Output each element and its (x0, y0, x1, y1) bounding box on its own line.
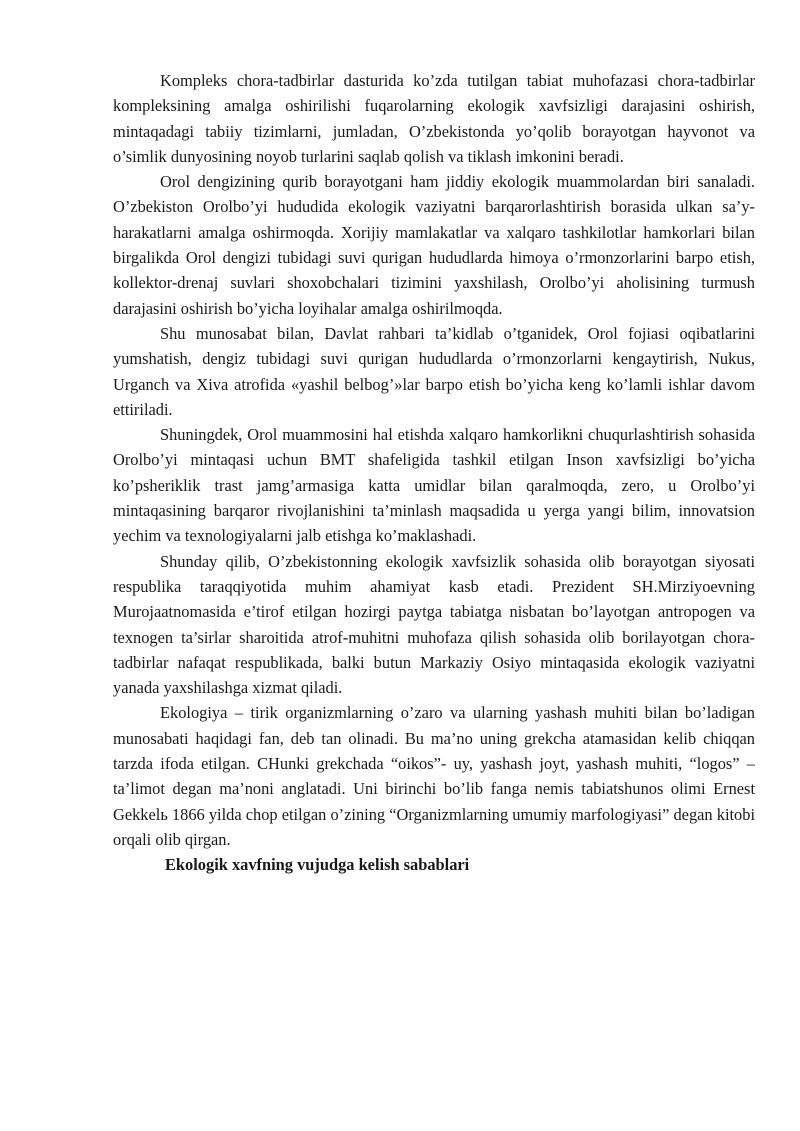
paragraph-3: Shu munosabat bilan, Davlat rahbari ta’kidlab o’tganidek, Orol fojiasi oqibatlarini yumshatish, dengiz tubidagi suvi qurigan hududlarda o’rmonzorlarni kengaytirish, Nukus, Urganch va Xiva atrofida «yashil belbog’»lar barpo etish bo’yicha keng ko’lamli ishlar davom ettiriladi. (113, 323, 755, 419)
paragraph-2: Orol dengizining qurib borayotgani ham jiddiy ekologik muammolardan biri sanaladi. O’zbekiston Orolbo’yi hududida ekologik vaziyatni barqarorlashtirish borasida ulkan sa’y-harakatlarni amalga oshirmoqda. Xorijiy mamlakatlar va xalqaro tashkilotlar hamkorlari bilan birgalikda Orol dengizi tubidagi suvi qurigan hududlarda himoya o’rmonzorlarini barpo etish, kollektor-drenaj suvlari shoxobchalari tizimini yaxshilash, Orolbo’yi aholisining turmush darajasini oshirish bo’yicha loyihalar amalga oshirilmoqda. (113, 172, 755, 318)
paragraph-5: Shunday qilib, O’zbekistonning ekologik xavfsizlik sohasida olib borayotgan siyosati respublika taraqqiyotida muhim ahamiyat kasb etadi. Prezident SH.Mirziyoevning Murojaatnomasida e’tirof etilgan hozirgi paytga tabiatga nisbatan bo’layotgan antropogen va texnogen ta’sirlar sharoitida atrof-muhitni muhofaza qilish sohasida olib borilayotgan chora-tadbirlar nafaqat respublikada, balki butun Markaziy Osiyo mintaqasida ekologik vaziyatni yanada yaxshilashga xizmat qiladi. (113, 551, 755, 698)
paragraph-6: Ekologiya – tirik organizmlarning o’zaro va ularning yashash muhiti bilan bo’ladigan munosabati haqidagi fan, deb tan olinadi. Bu ma’no uning grekcha atamasidan kelib chiqqan tarzda ifoda etilgan. CHunki grekchada “oikos”- uy, yashash joyt, yashash muhiti, “logos” – ta’limot degan ma’noni anglatadi. Uni birinchi bo’lib fanga nemis tabiatshunos olimi Ernest Gekkelь 1866 yilda chop etilgan o’zining “Organizmlarning umumiy marfologiyasi” degan kitobi orqali olib qirgan. (113, 703, 755, 849)
section-heading: Ekologik xavfning vujudga kelish sabablari (165, 855, 470, 875)
paragraph-1: Kompleks chora-tadbirlar dasturida ko’zda tutilgan tabiat muhofazasi chora-tadbirlar kompleksining amalga oshirilishi fuqarolarning ekologik xavfsizligi darajasini oshirish, mintaqadagi tabiiy tizimlarni, jumladan, O’zbekistonda yo’qolib borayotgan hayvonot va o’simlik dunyosining noyob turlarini saqlab qolish va tiklash imkonini beradi. (113, 71, 755, 166)
document-page (113, 68, 755, 878)
paragraph-4: Shuningdek, Orol muammosini hal etishda xalqaro hamkorlikni chuqurlashtirish sohasida Orolbo’yi mintaqasi uchun BMT shafeligida tashkil etilgan Inson xavfsizligi bo’yicha ko’psheriklik trast jamg’armasiga katta umidlar bilan qaralmoqda, zero, u Orolbo’yi mintaqasining barqaror rivojlanishini ta’minlash maqsadida u yerga yangi bilim, innovatsion yechim va texnologiyalarni jalb etishga ko’maklashadi. (113, 425, 755, 546)
